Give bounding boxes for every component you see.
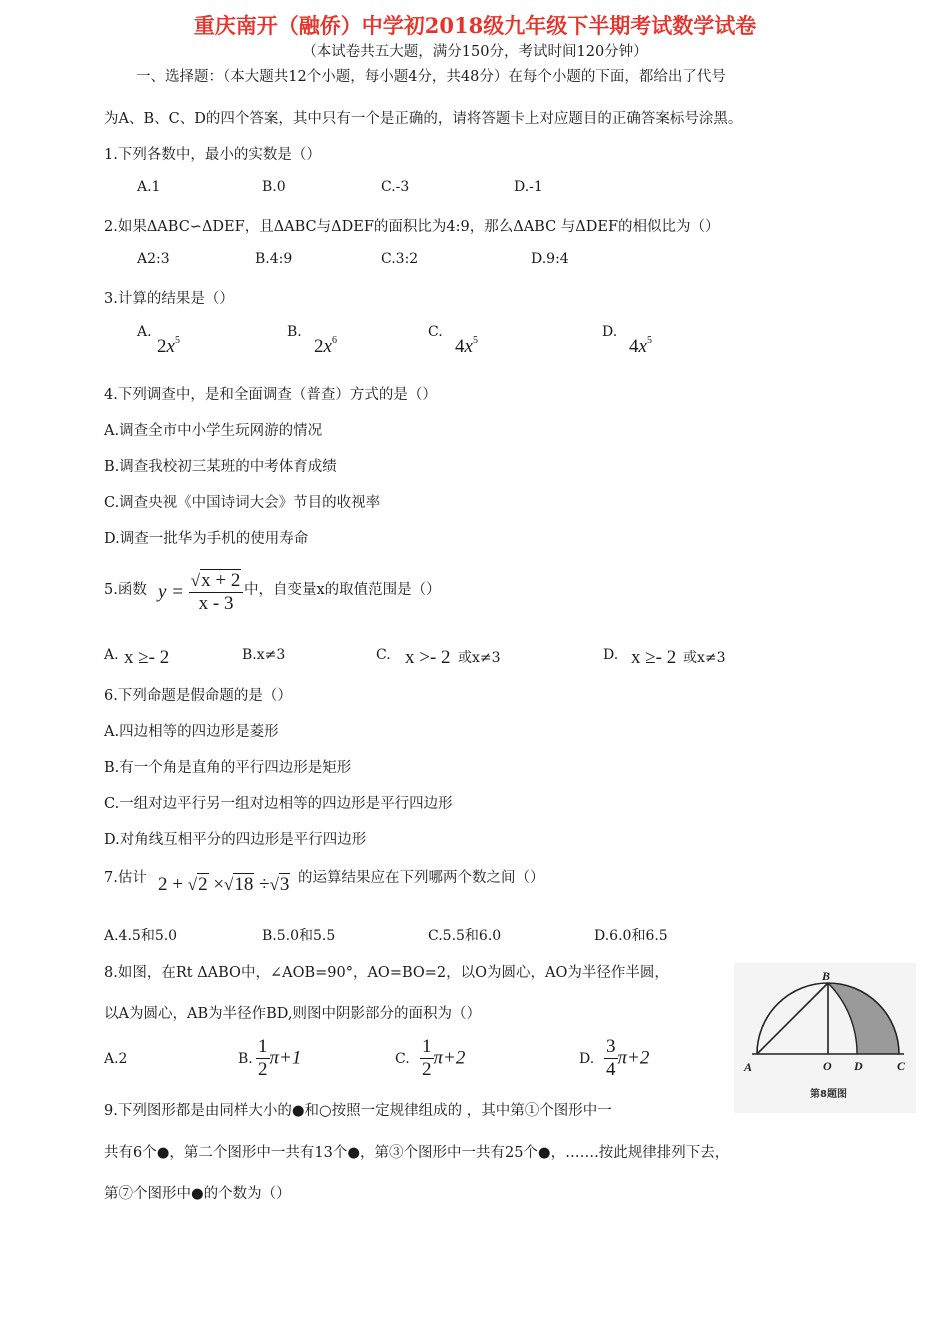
q3-label-a: A. [137,324,152,340]
q3-d-var: x [638,336,647,357]
q5-option-c-math: x >- 2 [405,647,451,668]
q3-a-var: x [166,336,175,357]
q1-option-a: A.1 [137,179,161,195]
q8-b-numerator: 1 [258,1036,268,1057]
q8-c-numerator: 1 [422,1036,432,1057]
q8-b-denominator: 2 [258,1059,268,1080]
q2-option-d: D.9:4 [531,251,569,267]
q3-d-coef: 4 [629,336,639,357]
q8-option-b-math [256,1036,301,1081]
q8-d-tail: π+2 [617,1047,650,1069]
q8-c-tail: π+2 [433,1047,466,1069]
q5-stem-suffix: 中，自变量x的取值范围是（） [244,582,441,598]
q7-option-c: C.5.5和6.0 [428,928,502,944]
q8-label-d: D. [579,1051,595,1067]
q8-stem-line2: 以A为圆心，AB为半径作BD,则图中阴影部分的面积为（） [104,1006,481,1022]
section-intro-line2: 为A、B、C、D的四个答案，其中只有一个是正确的，请将答题卡上对应题目的正确答案标号涂黑。 [104,111,743,127]
q7-radicand-2: 18 [234,874,254,895]
q3-c-exp: 5 [472,335,478,346]
q6-stem: 6.下列命题是假命题的是（） [104,688,292,704]
q8-figure-label-c: C [897,1059,906,1073]
q3-a-exp: 5 [174,335,180,346]
q5-label-c: C. [376,647,391,663]
q4-option-a: A.调查全市中小学生玩网游的情况 [104,423,323,439]
q8-option-c-math [420,1036,465,1081]
q3-option-b-math [314,335,337,358]
q6-option-a: A.四边相等的四边形是菱形 [104,724,279,740]
q8-d-denominator: 4 [606,1059,616,1080]
q8-figure-label-d: D [854,1059,863,1073]
q8-figure-label-o: O [823,1059,832,1073]
q3-label-c: C. [428,324,443,340]
q7-option-b: B.5.0和5.5 [262,928,336,944]
q3-option-c-math [455,335,478,358]
q3-a-coef: 2 [157,336,167,357]
q7-expr-lead: 2 + [158,874,183,895]
q8-c-denominator: 2 [422,1059,432,1080]
q7-stem-prefix: 7.估计 [104,870,147,886]
q5-option-b: B.x≠3 [242,647,286,663]
q1-option-c: C.-3 [381,179,410,195]
q5-formula-lhs: y = [158,581,185,603]
q8-b-tail: π+1 [269,1047,302,1069]
page-subtitle: （本试卷共五大题，满分150分，考试时间120分钟） [302,44,648,60]
q1-option-d: D.-1 [514,179,543,195]
q7-option-d: D.6.0和6.5 [594,928,668,944]
q8-option-d-math [604,1036,649,1081]
q8-stem-line1: 8.如图，在Rt ΔABO中，∠AOB=90°，AO=BO=2，以O为圆心，AO为半径作半圆， [104,965,669,981]
q5-option-d-math: x ≥- 2 [631,647,677,668]
q5-option-d-tail: 或x≠3 [683,650,726,666]
q3-b-var: x [323,336,332,357]
q3-d-exp: 5 [646,335,652,346]
q5-stem-prefix: 5.函数 [104,582,147,598]
q7-divide-sign: ÷ [259,874,270,895]
q3-c-coef: 4 [455,336,465,357]
q7-radicand-3: 3 [279,874,290,895]
q5-option-a-math: x ≥- 2 [124,647,170,668]
q7-expression: 2 + √2 ×√18 ÷√3 [158,874,290,895]
q5-fraction: $\frac{√x + 2}{x - 3}$ [189,570,244,615]
q7-radicand-1: 2 [198,874,208,895]
q9-stem-line2: 共有6个●，第二个图形中一共有13个●，第③个图形中一共有25个●，…….按此规律排列下去， [104,1145,730,1161]
q8-d-numerator: 3 [606,1036,616,1057]
q5-label-a: A. [104,647,119,663]
q3-option-d-math [629,335,652,358]
q1-stem: 1.下列各数中，最小的实数是（） [104,147,321,163]
q3-b-exp: 6 [331,335,337,346]
q8-label-c: C. [395,1051,410,1067]
q4-option-c: C.调查央视《中国诗词大会》节目的收视率 [104,495,381,511]
q6-option-b: B.有一个角是直角的平行四边形是矩形 [104,760,352,776]
page-title: 重庆南开（融侨）中学初2018级九年级下半期考试数学试卷 [193,13,757,38]
q7-option-a: A.4.5和5.0 [104,928,178,944]
q8-figure-caption: 第8题图 [810,1089,847,1100]
q2-option-b: B.4:9 [255,251,293,267]
q9-stem-line3: 第⑦个图形中●的个数为（） [104,1186,291,1202]
section-intro-line1: 一、选择题：（本大题共12个小题，每小题4分，共48分）在每个小题的下面，都给出了代号 [136,69,726,85]
q8-option-a: A.2 [104,1051,128,1067]
q3-b-coef: 2 [314,336,324,357]
q8-label-b: B. [238,1051,253,1067]
q8-figure-label-a: A [744,1060,753,1074]
q5-label-d: D. [603,647,619,663]
q5-numerator: x + 2 [201,570,241,591]
q9-stem-line1: 9.下列图形都是由同样大小的●和○按照一定规律组成的 ，其中第①个图形中一 [104,1103,612,1119]
q5-option-c-tail: 或x≠3 [458,650,501,666]
q4-option-b: B.调查我校初三某班的中考体育成绩 [104,459,337,475]
q6-option-c: C.一组对边平行另一组对边相等的四边形是平行四边形 [104,796,453,812]
q8-figure [734,963,916,1113]
q3-label-b: B. [287,324,302,340]
q3-c-var: x [464,336,473,357]
q5-denominator: x - 3 [198,593,234,614]
q2-option-a: A2:3 [137,251,170,267]
q3-option-a-math [157,335,180,358]
q6-option-d: D.对角线互相平分的四边形是平行四边形 [104,832,367,848]
q3-label-d: D. [602,324,618,340]
q7-times-sign: × [213,874,225,895]
q7-stem-suffix: 的运算结果应在下列哪两个数之间（） [298,870,545,886]
q2-stem: 2.如果ΔABC∽ΔDEF，且ΔABC与ΔDEF的面积比为4:9，那么ΔABC 与ΔDEF的相似比为（） [104,219,720,235]
q1-option-b: B.0 [262,179,286,195]
q3-stem: 3.计算的结果是（） [104,291,234,307]
q8-figure-label-b: B [822,969,831,983]
q5-formula [158,570,243,615]
q8-figure-svg [734,963,916,1113]
q4-stem: 4.下列调查中，是和全面调查（普查）方式的是（） [104,387,437,403]
q4-option-d: D.调查一批华为手机的使用寿命 [104,531,309,547]
q2-option-c: C.3:2 [381,251,419,267]
